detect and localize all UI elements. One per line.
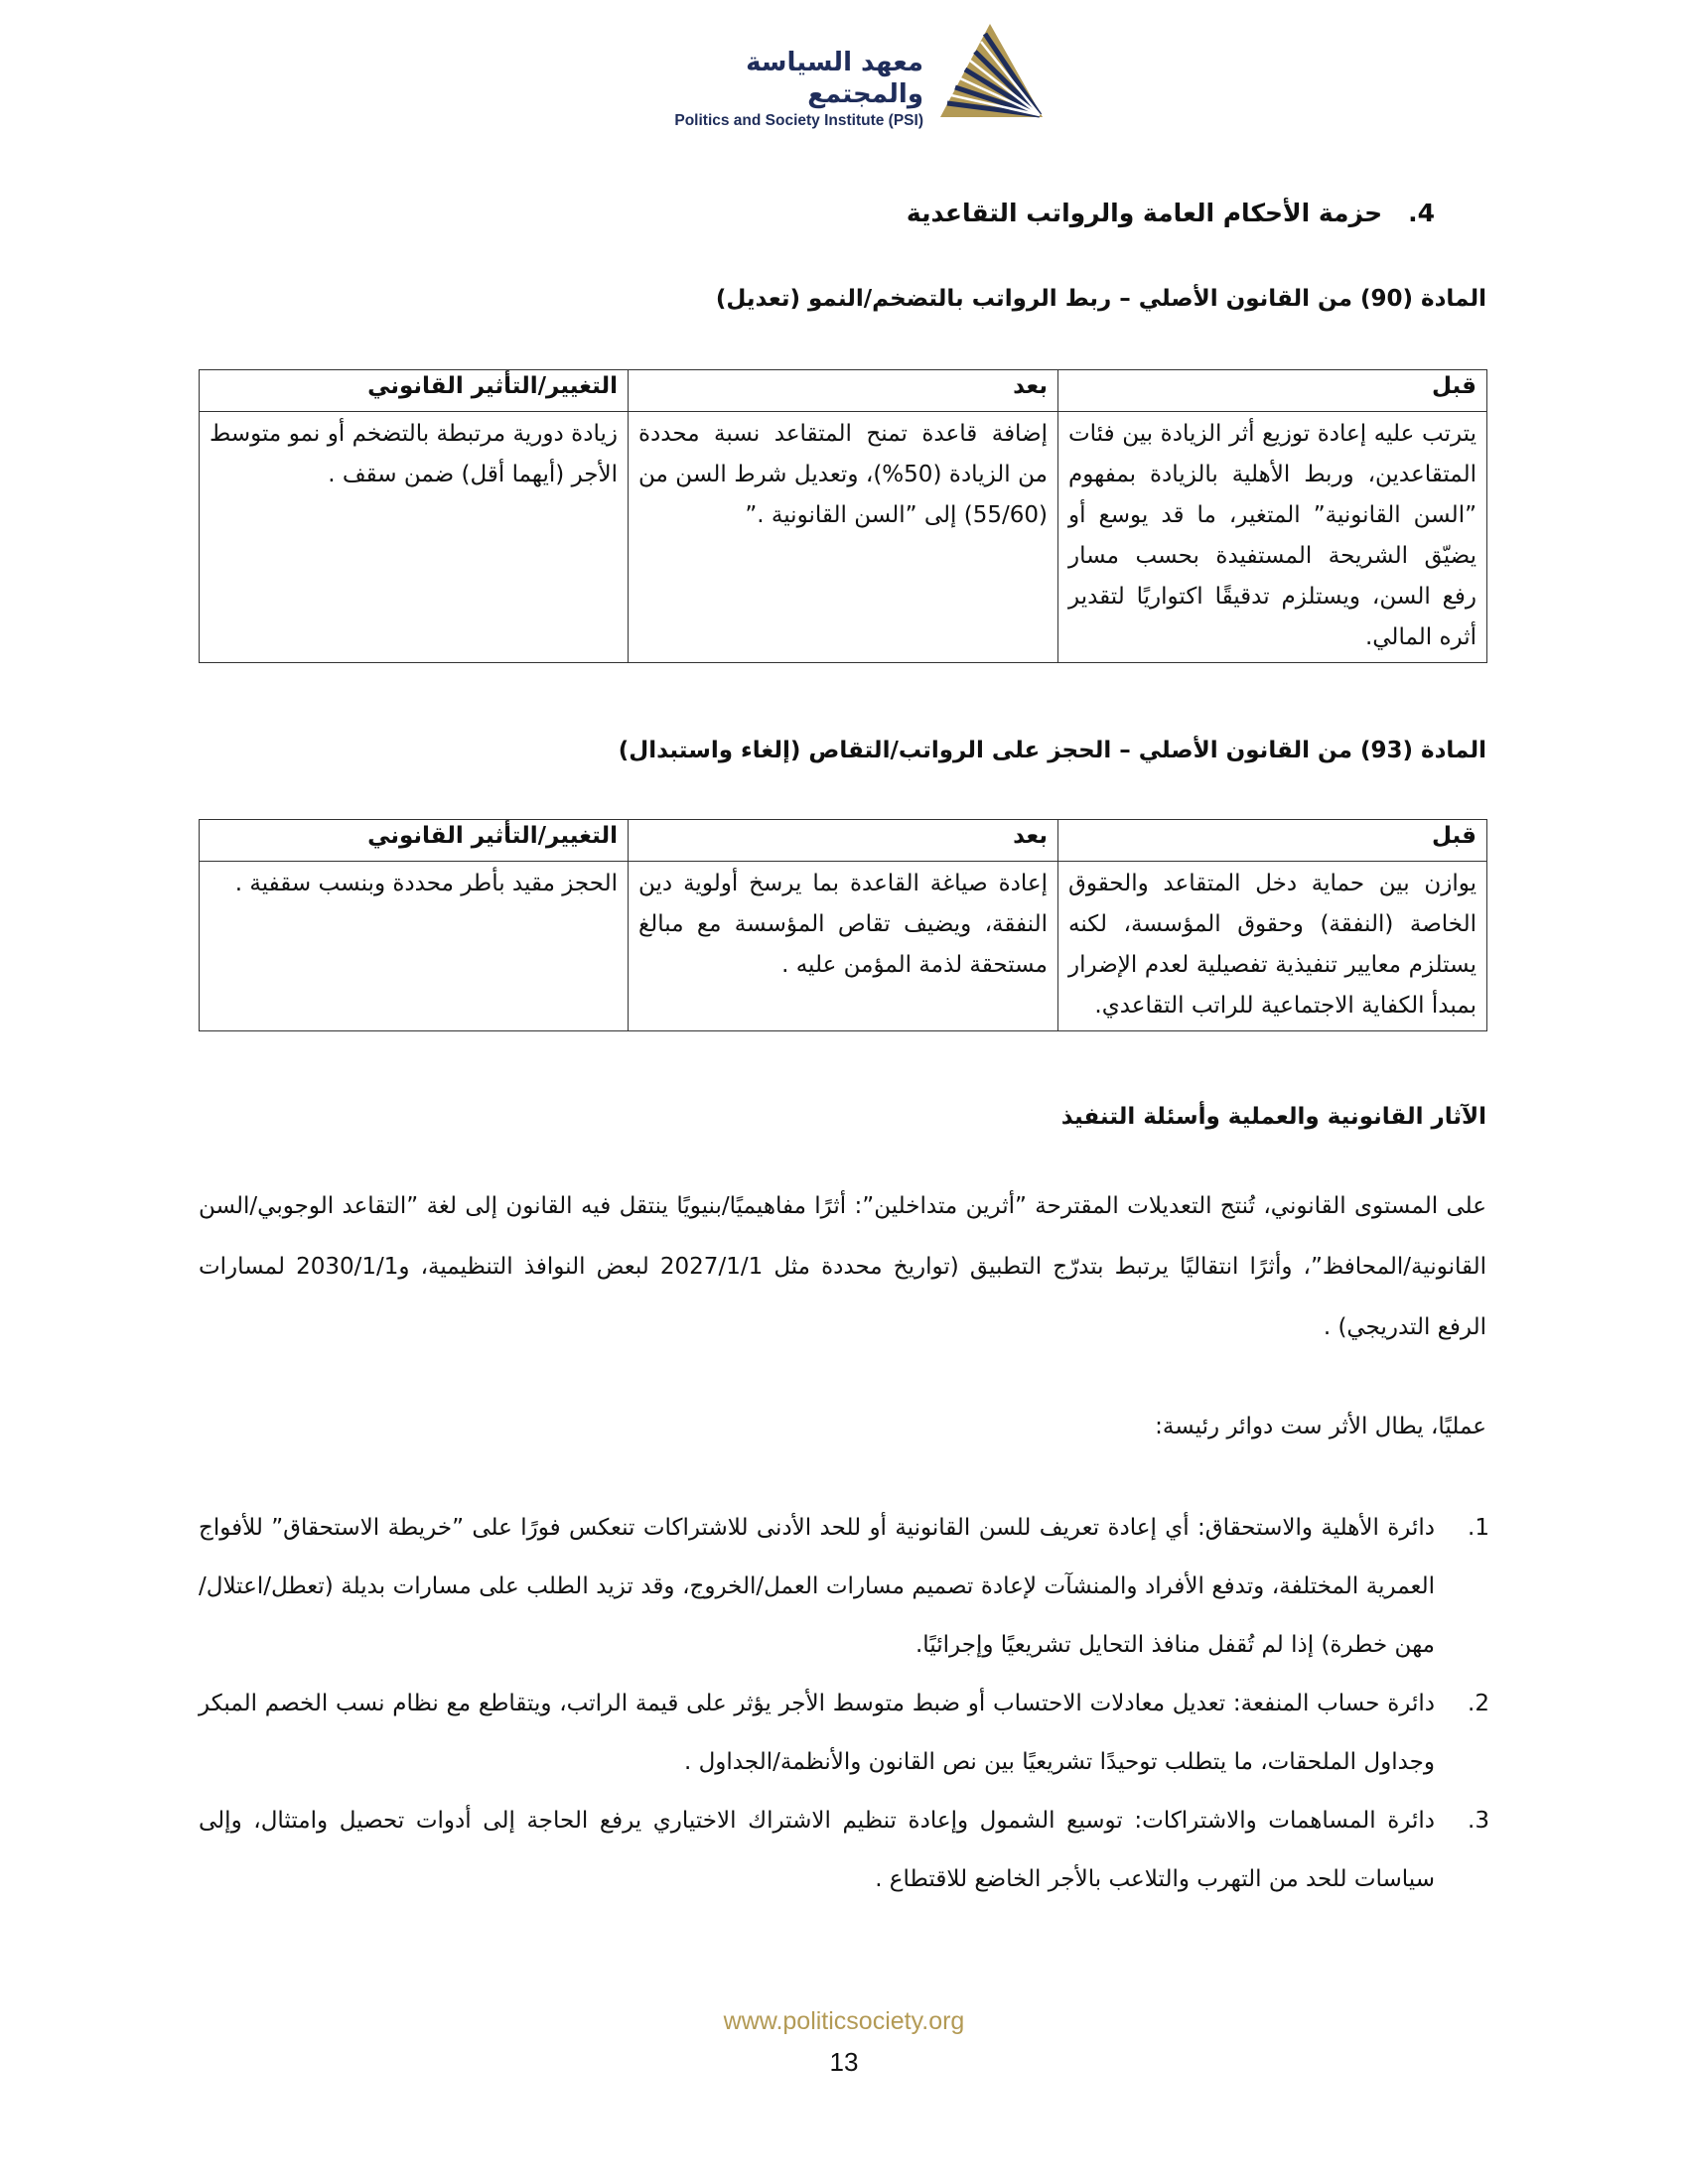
header-after: بعد [629,370,1058,412]
implications-intro: عمليًا، يطال الأثر ست دوائر رئيسة: [1155,1414,1486,1439]
cell-impact: الحجز مقيد بأطر محددة وبنسب سقفية . [200,862,629,1031]
list-text: دائرة المساهمات والاشتراكات: توسيع الشمول وإعادة تنظيم الاشتراك الاختياري يرفع الحاجة إلى أدوات تحصيل وامتثال، وإلى سياسات للحد من التهرب والتلاعب بالأجر الخاضع للاقتطاع . [199,1808,1435,1892]
footer-website-link[interactable]: www.politicsociety.org [723,2007,965,2035]
section-title: حزمة الأحكام العامة والرواتب التقاعدية [906,199,1383,227]
article-90-table [199,369,1487,663]
header-impact: التغيير/التأثير القانوني [200,370,629,412]
header-after: بعد [629,820,1058,862]
table-row [200,862,1487,1031]
implications-heading: الآثار القانونية والعملية وأسئلة التنفيذ [1060,1104,1486,1130]
cell-before: يوازن بين حماية دخل المتقاعد والحقوق الخاصة (النفقة) وحقوق المؤسسة، لكنه يستلزم معايير تنفيذية تفصيلية لعدم الإضرار بمبدأ الكفاية الاجتماعية للراتب التقاعدي. [1058,862,1487,1031]
pyramid-logo-icon [935,22,1045,121]
section-number: 4. [1408,199,1435,227]
cell-before: يترتب عليه إعادة توزيع أثر الزيادة بين فئات المتقاعدين، وربط الأهلية بالزيادة بمفهوم ”السن القانونية” المتغير، ما قد يوسع أو يضيّق الشريحة المستفيدة بحسب مسار رفع السن، ويستلزم تدقيقًا اكتواريًا لتقدير أثره المالي. [1058,412,1487,663]
impact-circles-list [199,1499,1489,1909]
cell-after: إضافة قاعدة تمنح المتقاعد نسبة محددة من الزيادة (50%)، وتعديل شرط السن من (55/60) إلى ”السن القانونية .” [629,412,1058,663]
list-item [199,1792,1489,1909]
list-text: دائرة حساب المنفعة: تعديل معادلات الاحتساب أو ضبط متوسط الأجر يؤثر على قيمة الراتب، ويتقاطع مع نظام نسب الخصم المبكر وجداول الملحقات، ما يتطلب توحيدًا تشريعيًا بين نص القانون والأنظمة/الجداول . [199,1691,1435,1775]
header-before: قبل [1058,820,1487,862]
cell-impact: زيادة دورية مرتبطة بالتضخم أو نمو متوسط الأجر (أيهما أقل) ضمن سقف . [200,412,629,663]
article-93-title: المادة (93) من القانون الأصلي – الحجز على الرواتب/التقاص (إلغاء واستبدال) [618,738,1486,763]
table-header-row [200,370,1487,412]
list-item [199,1499,1489,1675]
article-90-title: المادة (90) من القانون الأصلي – ربط الرواتب بالتضخم/النمو (تعديل) [715,286,1486,312]
section-heading [907,199,1435,227]
table-header-row [200,820,1487,862]
cell-after: إعادة صياغة القاعدة بما يرسخ أولوية دين النفقة، ويضيف تقاص المؤسسة مع مبالغ مستحقة لذمة المؤمن عليه . [629,862,1058,1031]
list-number: 2. [1468,1691,1489,1716]
page-number: 13 [829,2047,859,2077]
header-impact: التغيير/التأثير القانوني [200,820,629,862]
logo-english-name: Politics and Society Institute (PSI) [674,112,923,129]
header-before: قبل [1058,370,1487,412]
logo-arabic-name: معهد السياسة والمجتمع [746,48,923,109]
implications-paragraph: على المستوى القانوني، تُنتج التعديلات المقترحة ”أثرين متداخلين”: أثرًا مفاهيميًا/بنيويًا ينتقل فيه القانون إلى لغة ”التقاعد الوجوبي/السن القانونية/المحافظ”، وأثرًا انتقاليًا يرتبط بتدرّج التطبيق (تواريخ محددة مثل 2027/1/1 لبعض النوافذ التنظيمية، و2030/1/1 لمسارات الرفع التدريجي) . [199,1193,1487,1340]
list-item [199,1675,1489,1792]
psi-logo [635,22,1053,129]
table-row [200,412,1487,663]
list-number: 1. [1468,1515,1489,1541]
list-number: 3. [1468,1808,1489,1834]
list-text: دائرة الأهلية والاستحقاق: أي إعادة تعريف للسن القانونية أو للحد الأدنى للاشتراكات تنعكس فورًا على ”خريطة الاستحقاق” للأفواج العمرية المختلفة، وتدفع الأفراد والمنشآت لإعادة تصميم مسارات العمل/الخروج، وقد تزيد الطلب على مسارات بديلة (تعطل/اعتلال/مهن خطرة) إذا لم تُقفل منافذ التحايل تشريعيًا وإجرائيًا. [199,1515,1435,1658]
article-93-table [199,819,1487,1031]
